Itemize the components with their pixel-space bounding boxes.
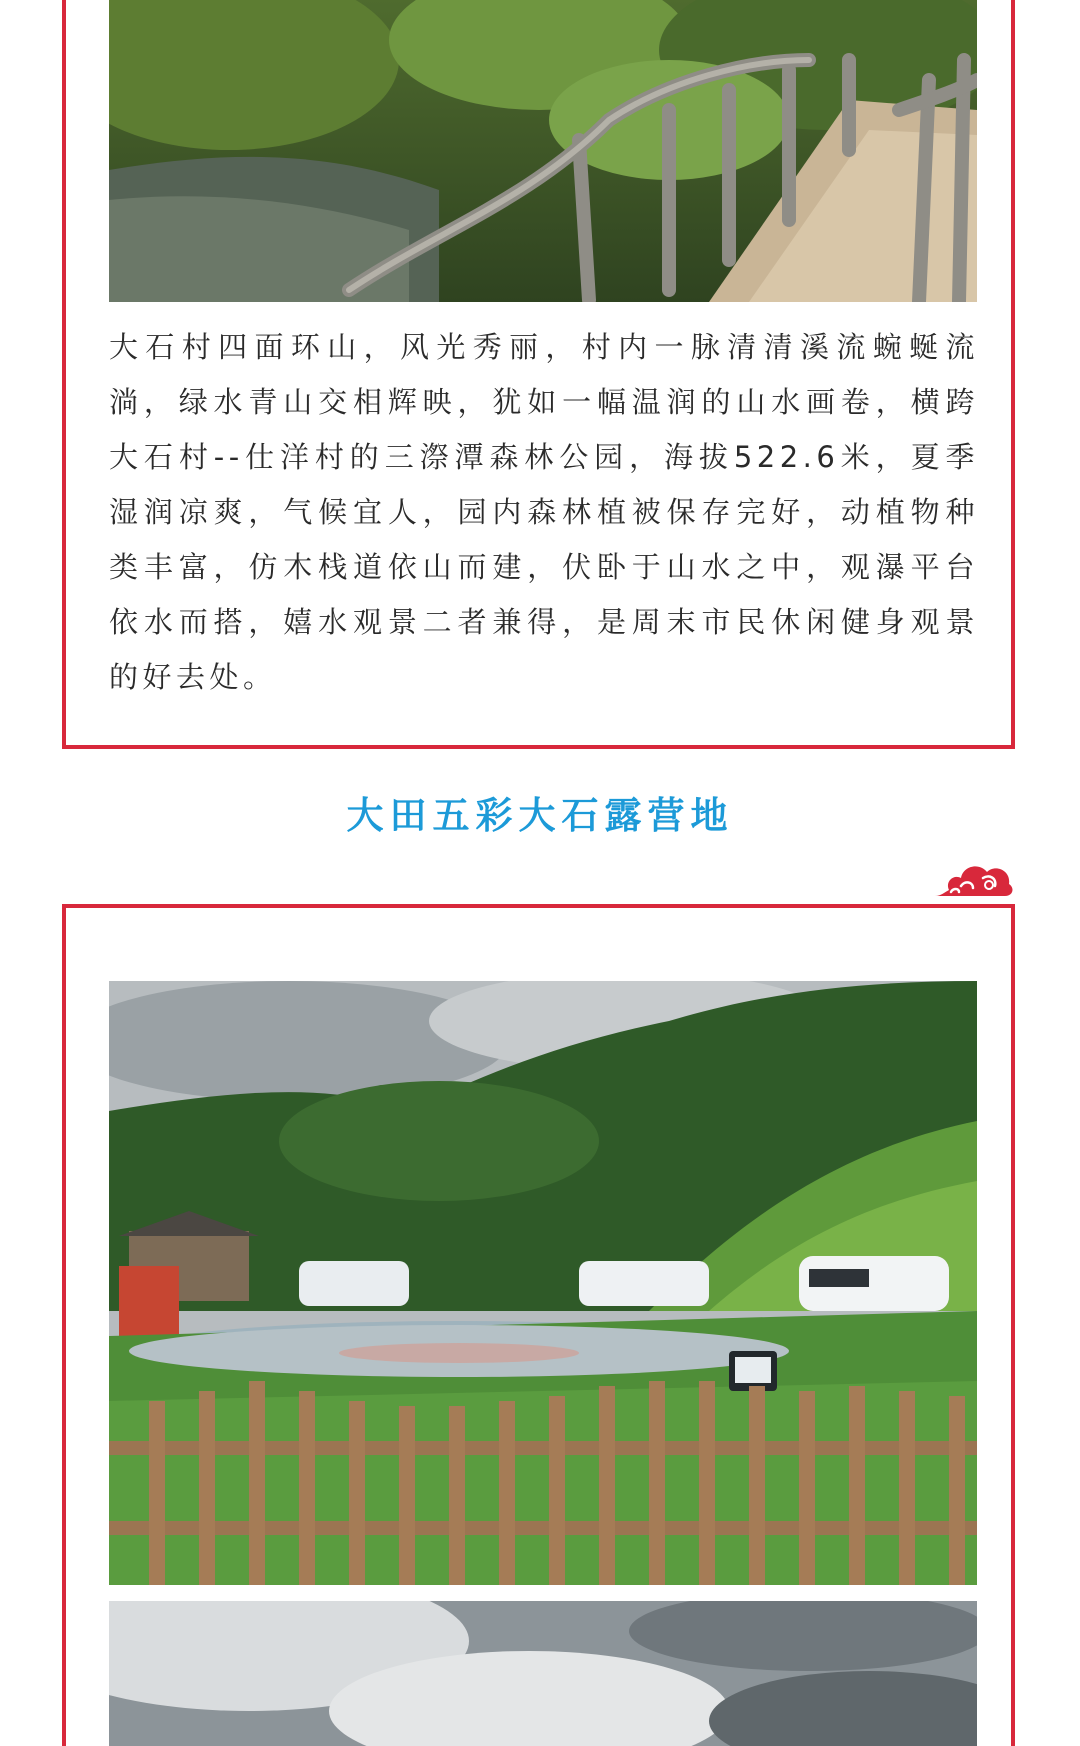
sky-photo (109, 1601, 977, 1746)
content-card-1 (62, 0, 1015, 749)
article-paragraph: 大石村四面环山，风光秀丽，村内一脉清清溪流蜿蜒流淌，绿水青山交相辉映，犹如一幅温润的山水画卷，横跨大石村--仕洋村的三漈潭森林公园，海拔522.6米，夏季湿润凉爽，气候宜人，园内森林植被保存完好，动植物种类丰富，仿木栈道依山而建，伏卧于山水之中，观瀑平台依水而搭，嬉水观景二者兼得，是周末市民休闲健身观景的好去处。 (109, 330, 979, 694)
campsite-photo (109, 981, 977, 1585)
forest-walkway-photo (109, 0, 977, 302)
content-card-2 (62, 904, 1015, 1746)
auspicious-cloud-icon (931, 856, 1015, 900)
section-title: 大田五彩大石露营地 (346, 794, 734, 837)
